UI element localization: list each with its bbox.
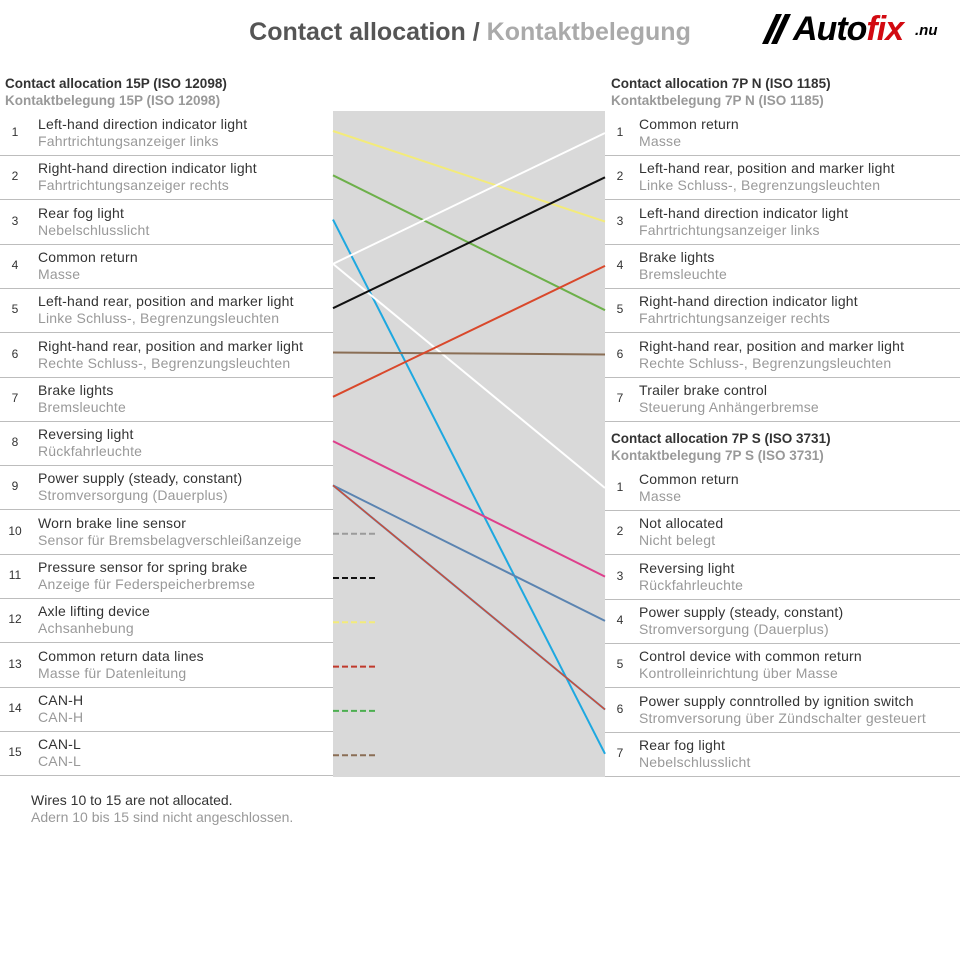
pin-label-de: Rückfahrleuchte <box>38 443 143 460</box>
left-heading-en: Contact allocation 15P (ISO 12098) <box>5 76 227 91</box>
pin-label-de: Masse <box>38 265 81 282</box>
wire-15P-9-to-7PS-4 <box>333 485 605 621</box>
right-s-heading-de: Kontaktbelegung 7P S (ISO 3731) <box>611 448 824 463</box>
pin-label-en: Left-hand direction indicator light <box>38 116 248 132</box>
pin-label-de: Masse <box>639 133 682 149</box>
logo-tld: .nu <box>915 22 938 39</box>
pin-number: 3 <box>616 568 624 583</box>
pin-number: 1 <box>616 480 624 494</box>
wire-15P-5-to-7PN-2 <box>333 177 605 308</box>
pin-label-de: Stromversorung über Zündschalter gesteuert <box>639 709 926 726</box>
pin-number: 6 <box>11 346 19 361</box>
pin-number: 9 <box>11 479 19 494</box>
pin-number: 4 <box>616 257 624 272</box>
pin-number: 15 <box>8 745 22 760</box>
pin-number: 7 <box>11 390 19 405</box>
pin-label-en: Rear fog light <box>38 204 125 221</box>
pin-label-en: Reversing light <box>639 559 735 576</box>
pin-number: 5 <box>616 657 624 672</box>
pin-label-de: Nebelschlusslicht <box>639 753 751 770</box>
pin-label-de: Stromversorgung (Dauerplus) <box>38 487 228 504</box>
wire-15P-8-to-7PS-3 <box>333 441 605 576</box>
pin-number: 4 <box>11 257 19 272</box>
pin-label-de: Linke Schluss-, Begrenzungsleuchten <box>38 310 280 327</box>
pin-number: 3 <box>616 213 624 228</box>
pin-label-de: Masse <box>639 488 682 504</box>
wire-15P-3-to-7PS-7 <box>333 220 605 754</box>
title-de: Kontaktbelegung <box>486 18 691 46</box>
pin-number: 6 <box>616 701 624 716</box>
pin-label-en: Control device with common return <box>639 648 862 665</box>
pin-label-en: Right-hand rear, position and marker light <box>38 337 304 354</box>
pin-number: 10 <box>8 523 22 538</box>
wire-15P-4-to-7PS-1 <box>333 264 605 488</box>
pin-label-de: Rechte Schluss-, Begrenzungsleuchten <box>639 354 892 371</box>
pin-label-en: CAN-L <box>38 736 82 753</box>
pin-number: 13 <box>8 656 22 671</box>
pin-label-en: Common return <box>639 471 739 487</box>
pin-label-en: Power supply (steady, constant) <box>38 470 243 487</box>
title-en: Contact allocation <box>249 18 466 46</box>
pin-label-de: Rechte Schluss-, Begrenzungsleuchten <box>38 354 291 371</box>
pin-label-en: Not allocated <box>639 515 724 532</box>
pin-number: 2 <box>616 169 624 184</box>
pin-number: 2 <box>616 524 624 539</box>
pin-label-en: Power supply (steady, constant) <box>639 603 844 620</box>
pin-label-de: Kontrolleinrichtung über Masse <box>639 665 838 682</box>
pin-label-en: Left-hand rear, position and marker light <box>639 160 895 177</box>
pin-label-en: Right-hand direction indicator light <box>38 160 257 177</box>
wire-15P-4-to-7PN-1 <box>333 133 605 264</box>
pin-label-en: Brake lights <box>38 381 114 398</box>
pin-label-de: Nicht belegt <box>639 532 716 549</box>
pin-label-en: Left-hand direction indicator light <box>639 204 849 221</box>
right-n-heading-de: Kontaktbelegung 7P N (ISO 1185) <box>611 93 824 108</box>
logo-wordmark: Autofix <box>793 10 904 48</box>
left-heading-de: Kontaktbelegung 15P (ISO 12098) <box>5 93 221 108</box>
pin-number: 3 <box>11 213 19 228</box>
pin-label-de: Rückfahrleuchte <box>639 576 744 593</box>
pin-label-de: Achsanhebung <box>38 620 134 637</box>
pin-label-de: Fahrtrichtungsanzeiger links <box>639 221 820 238</box>
pin-number: 7 <box>616 745 624 760</box>
pin-label-en: Rear fog light <box>639 736 726 753</box>
wire-15P-1-to-7PN-3 <box>333 131 605 222</box>
pin-label-de: Fahrtrichtungsanzeiger links <box>38 133 219 149</box>
pin-number: 1 <box>11 125 19 139</box>
pin-label-de: Bremsleuchte <box>38 398 126 415</box>
pin-label-de: Masse für Datenleitung <box>38 664 187 681</box>
pin-label-en: Pressure sensor for spring brake <box>38 559 248 575</box>
pin-label-en: Common return <box>38 248 138 265</box>
pin-label-en: Right-hand rear, position and marker light <box>639 337 905 354</box>
pin-label-de: Nebelschlusslicht <box>38 221 150 238</box>
footnote-en: Wires 10 to 15 are not allocated. <box>31 792 233 808</box>
pin-number: 8 <box>11 435 19 450</box>
pin-number: 11 <box>8 568 22 582</box>
pin-label-en: Worn brake line sensor <box>38 514 187 531</box>
wire-15P-9-to-7PS-6 <box>333 485 605 709</box>
pin-label-en: Left-hand rear, position and marker light <box>38 293 294 310</box>
pin-number: 12 <box>8 612 22 627</box>
pin-number: 5 <box>616 302 624 317</box>
right-n-heading-en: Contact allocation 7P N (ISO 1185) <box>611 76 831 91</box>
pin-label-en: Trailer brake control <box>639 381 768 398</box>
title-separator: / <box>465 18 487 46</box>
pin-label-de: Bremsleuchte <box>639 265 727 282</box>
pin-label-en: Common return data lines <box>38 647 204 664</box>
pin-label-de: Fahrtrichtungsanzeiger rechts <box>38 177 229 194</box>
pin-label-de: Steuerung Anhängerbremse <box>639 398 819 415</box>
pin-number: 6 <box>616 346 624 361</box>
footnote <box>31 792 293 826</box>
pin-label-de: CAN-H <box>38 708 84 725</box>
pin-number: 5 <box>11 302 19 317</box>
pin-number: 2 <box>11 169 19 184</box>
pin-label-en: Axle lifting device <box>38 603 150 620</box>
footnote-de: Adern 10 bis 15 sind nicht angeschlossen. <box>31 809 294 825</box>
pin-number: 7 <box>616 390 624 405</box>
pin-label-de: Stromversorgung (Dauerplus) <box>639 620 829 637</box>
pin-number: 1 <box>616 125 624 139</box>
pin-label-en: Reversing light <box>38 426 134 443</box>
pin-number: 4 <box>616 612 624 627</box>
pin-label-de: Sensor für Bremsbelagverschleißanzeige <box>38 531 302 548</box>
pin-label-de: Fahrtrichtungsanzeiger rechts <box>639 310 830 327</box>
pin-label-en: Power supply conntrolled by ignition switch <box>639 692 914 709</box>
pin-label-en: Right-hand direction indicator light <box>639 293 858 310</box>
pin-label-de: Linke Schluss-, Begrenzungsleuchten <box>639 177 881 194</box>
pin-label-de: Anzeige für Federspeicherbremse <box>38 576 256 592</box>
pin-label-en: Common return <box>639 116 739 132</box>
pin-label-en: CAN-H <box>38 691 84 708</box>
right-s-heading-en: Contact allocation 7P S (ISO 3731) <box>611 431 831 446</box>
pin-number: 14 <box>8 700 22 715</box>
wire-15P-6-to-7PN-6 <box>333 353 605 355</box>
pin-label-de: CAN-L <box>38 753 82 770</box>
pin-label-en: Brake lights <box>639 248 715 265</box>
